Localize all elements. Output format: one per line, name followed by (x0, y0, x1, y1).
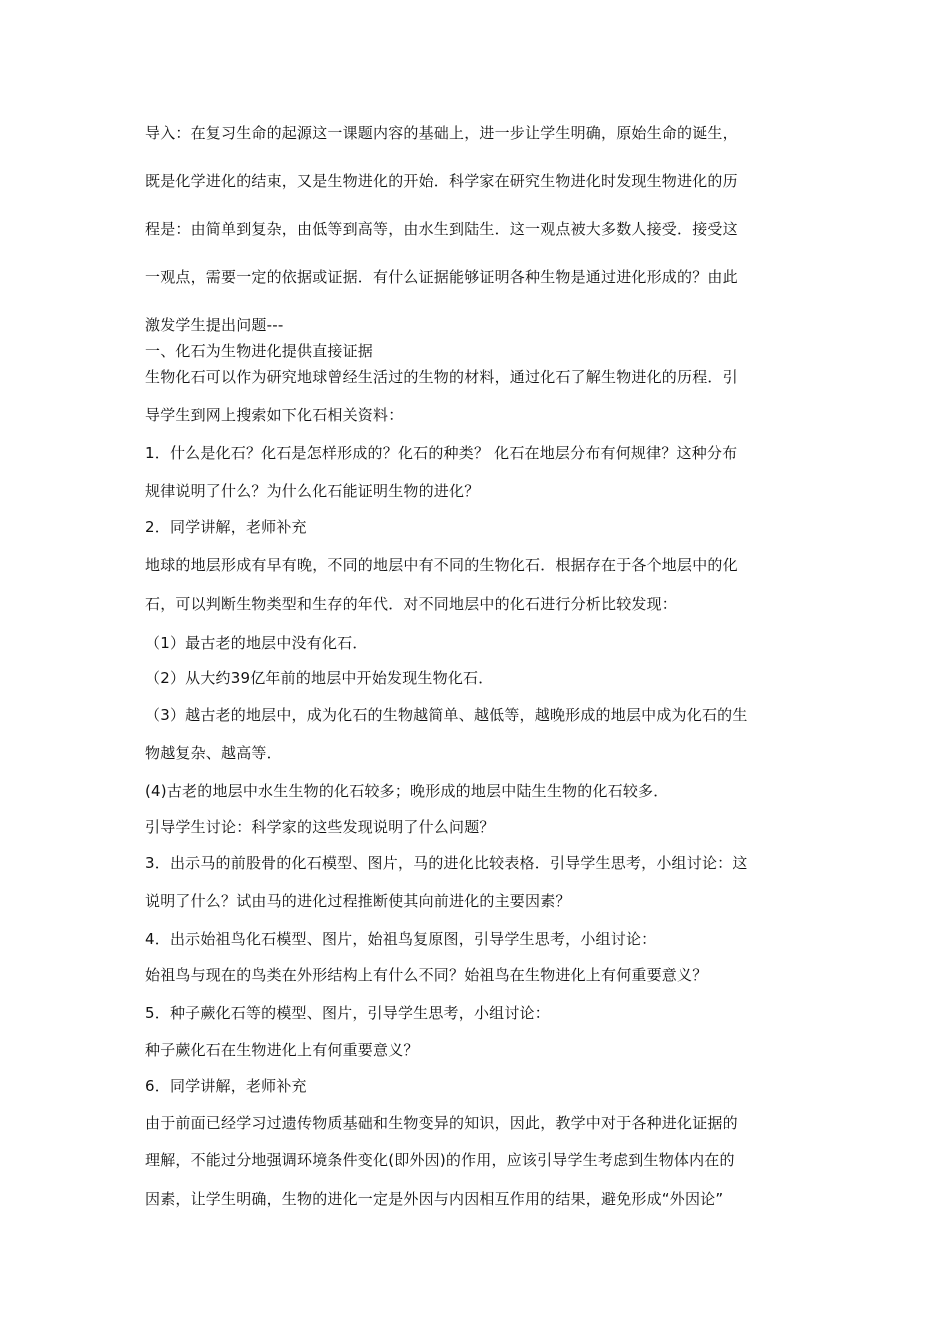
text-line: 一观点，需要一定的依据或证据．有什么证据能够证明各种生物是通过进化形成的？由此 (145, 268, 738, 286)
text-line: 程是：由简单到复杂，由低等到高等，由水生到陆生．这一观点被大多数人接受．接受这 (145, 220, 738, 238)
text-line: 4．出示始祖鸟化石模型、图片，始祖鸟复原图，引导学生思考，小组讨论： (145, 930, 657, 948)
text-line: 激发学生提出问题--- (145, 316, 284, 334)
text-line: 物越复杂、越高等． (145, 744, 282, 762)
text-line: 理解，不能过分地强调环境条件变化(即外因)的作用，应该引导学生考虑到生物体内在的 (145, 1151, 735, 1169)
text-line: 因素，让学生明确，生物的进化一定是外因与内因相互作用的结果，避免形成“外因论” (145, 1190, 724, 1208)
text-line: 说明了什么？试由马的进化过程推断使其向前进化的主要因素？ (145, 892, 571, 910)
text-line: 规律说明了什么？为什么化石能证明生物的进化？ (145, 482, 480, 500)
section-heading: 一、化石为生物进化提供直接证据 (145, 342, 374, 360)
text-line: 由于前面已经学习过遗传物质基础和生物变异的知识，因此，教学中对于各种进化证据的 (145, 1114, 738, 1132)
text-line: 5．种子蕨化石等的模型、图片，引导学生思考，小组讨论： (145, 1004, 550, 1022)
list-item: （3）越古老的地层中，成为化石的生物越简单、越低等，越晚形成的地层中成为化石的生 (145, 706, 748, 724)
text-line: 始祖鸟与现在的鸟类在外形结构上有什么不同？始祖鸟在生物进化上有何重要意义？ (145, 966, 708, 984)
text-line: 生物化石可以作为研究地球曾经生活过的生物的材料，通过化石了解生物进化的历程．引 (145, 368, 738, 386)
list-item: （2）从大约39亿年前的地层中开始发现生物化石． (145, 669, 494, 687)
text-line: 石，可以判断生物类型和生存的年代．对不同地层中的化石进行分析比较发现： (145, 595, 678, 613)
text-line: 引导学生讨论：科学家的这些发现说明了什么问题？ (145, 818, 495, 836)
text-line: 导入：在复习生命的起源这一课题内容的基础上，进一步让学生明确，原始生命的诞生， (145, 124, 738, 142)
list-item: （1）最古老的地层中没有化石． (145, 634, 368, 652)
text-line: 导学生到网上搜索如下化石相关资料： (145, 406, 404, 424)
text-line: 1．什么是化石？化石是怎样形成的？化石的种类？ 化石在地层分布有何规律？这种分布 (145, 444, 738, 462)
text-line: 种子蕨化石在生物进化上有何重要意义？ (145, 1041, 419, 1059)
text-line: 既是化学进化的结束，又是生物进化的开始．科学家在研究生物进化时发现生物进化的历 (145, 172, 738, 190)
list-item: (4)古老的地层中水生生物的化石较多；晚形成的地层中陆生生物的化石较多． (145, 782, 669, 800)
text-line: 6．同学讲解，老师补充 (145, 1077, 307, 1095)
text-line: 3．出示马的前股骨的化石模型、图片，马的进化比较表格．引导学生思考，小组讨论：这 (145, 854, 748, 872)
text-line: 2．同学讲解，老师补充 (145, 518, 307, 536)
text-line: 地球的地层形成有早有晚，不同的地层中有不同的生物化石．根据存在于各个地层中的化 (145, 556, 738, 574)
